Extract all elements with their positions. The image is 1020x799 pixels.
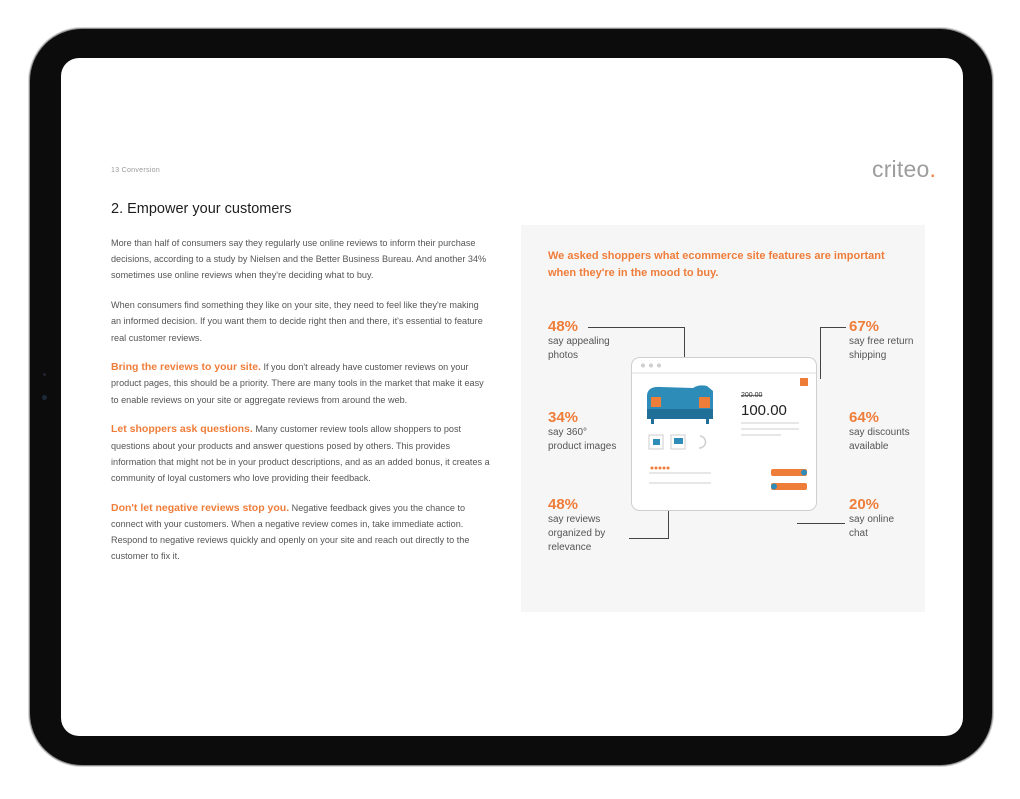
product-page-illustration xyxy=(631,357,817,512)
logo-text: criteo xyxy=(872,156,930,182)
criteo-logo xyxy=(872,156,936,183)
sofa-icon xyxy=(647,385,713,424)
tablet-frame xyxy=(30,29,992,765)
window-dot xyxy=(641,364,645,368)
stat-percent: 64% xyxy=(849,409,880,426)
logo-dot: . xyxy=(929,156,937,182)
stat-discounts xyxy=(849,409,915,454)
paragraph-text: Negative feedback gives you the chance to connect with your customers. When a negative review comes in, take immediate action. Respond to negative reviews quickly and openly on your site and reach out directly to the customer to fix it. xyxy=(111,502,470,562)
paragraph xyxy=(111,421,491,486)
connector-line xyxy=(820,327,821,379)
stat-label: say 360° product images xyxy=(548,427,617,452)
stat-percent: 20% xyxy=(849,496,880,513)
paragraph-text: If you don't already have customer reviews on your product pages, this should be a priority. There are many tools in the market that make it easy to enable reviews on your site or aggregate reviews from around the web. xyxy=(111,362,484,405)
page-label: 13 Conversion xyxy=(111,167,161,174)
stat-360-images xyxy=(548,409,618,454)
old-price: 200.00 xyxy=(741,392,763,399)
screen xyxy=(61,58,963,736)
connector-line xyxy=(797,523,845,524)
paragraph xyxy=(111,359,491,408)
connector-line xyxy=(820,327,846,328)
paragraph-lead: Don't let negative reviews stop you. xyxy=(111,501,290,514)
stat-label: say online chat xyxy=(849,514,895,539)
stat-label: say appealing photos xyxy=(548,336,610,361)
stat-percent: 34% xyxy=(548,409,579,426)
camera xyxy=(42,395,47,400)
stat-percent: 48% xyxy=(548,496,579,513)
paragraph xyxy=(111,235,491,284)
stat-online-chat xyxy=(849,496,915,541)
paragraph-lead: Let shoppers ask questions. xyxy=(111,423,253,436)
stat-label: say free return shipping xyxy=(849,336,914,361)
sensor xyxy=(43,373,46,376)
infographic-panel xyxy=(521,225,925,612)
stat-reviews-relevance xyxy=(548,496,630,555)
infographic-title: We asked shoppers what ecommerce site features are important when they're in the mood to buy. xyxy=(548,250,885,279)
chat-avatar xyxy=(771,484,777,490)
thumbnail-chair xyxy=(653,439,660,445)
paragraph-text: Many customer review tools allow shoppers to post questions about your products and answer questions posed by others. This provides information that might not be in your product descriptions, and as an added bonus, it creates a community of loyal customers who love providing their feedback. xyxy=(111,424,490,483)
connector-line xyxy=(629,538,669,539)
paragraph xyxy=(111,500,491,565)
window-dot xyxy=(657,364,661,368)
stat-appealing-photos xyxy=(548,318,618,363)
cart-icon xyxy=(800,378,808,386)
paragraph-text: When consumers find something they like on your site, they need to feel like they're making an informed decision. If you want them to decide right then and there, it's essential to feature real customer reviews. xyxy=(111,300,483,343)
page-title: 2. Empower your customers xyxy=(111,201,292,217)
paragraph xyxy=(111,297,491,346)
chat-avatar xyxy=(801,470,807,476)
stat-free-return xyxy=(849,318,915,363)
paragraph-text: More than half of consumers say they regularly use online reviews to inform their purchase decisions, according to a study by Nielsen and the Better Business Bureau. And another 34% sometimes use online reviews when they're deciding what to buy. xyxy=(111,238,487,281)
paragraph-lead: Bring the reviews to your site. xyxy=(111,361,261,374)
current-price: 100.00 xyxy=(741,402,787,419)
thumbnail-sofa xyxy=(674,438,683,444)
stat-label: say discounts available xyxy=(849,427,910,452)
window-dot xyxy=(649,364,653,368)
stat-percent: 48% xyxy=(548,318,579,335)
connector-line xyxy=(588,327,685,328)
stat-percent: 67% xyxy=(849,318,880,335)
body-text xyxy=(111,235,491,578)
stat-label: say reviews organized by relevance xyxy=(548,514,606,553)
